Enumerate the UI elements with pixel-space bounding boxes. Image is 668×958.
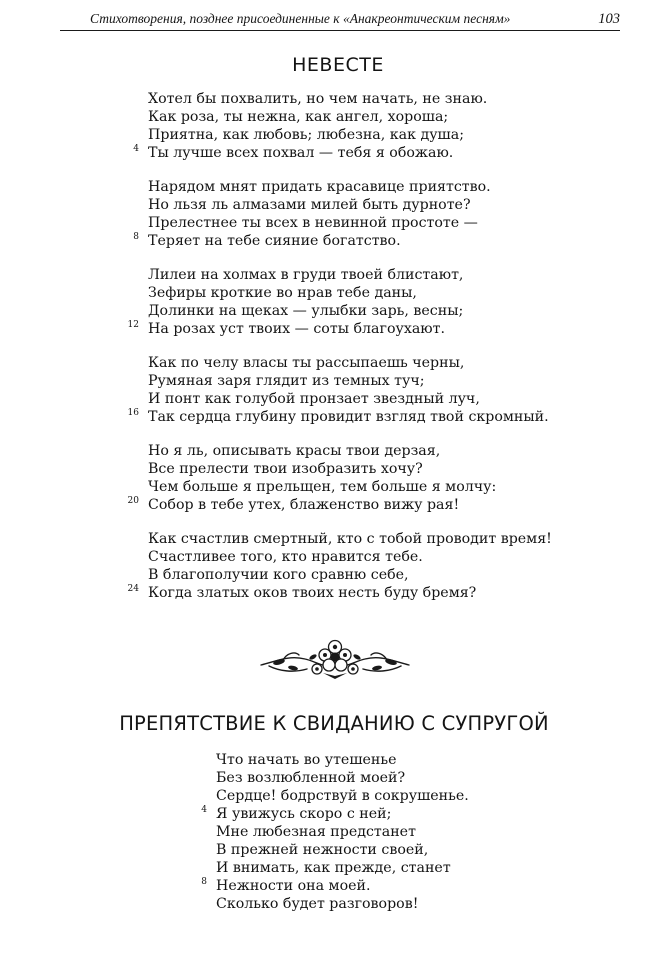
verse-line <box>148 178 552 196</box>
line-number: 24 <box>127 584 139 594</box>
verse-line <box>216 895 469 913</box>
verse-line <box>148 566 552 584</box>
line-text: Все прелести твои изобразить хочу? <box>148 461 423 477</box>
line-text: И понт как голубой пронзает звездный луч, <box>148 391 480 407</box>
verse-line <box>216 859 469 877</box>
line-text: Как счастлив смертный, кто с тобой проводит время! <box>148 531 552 547</box>
verse-line <box>148 460 552 478</box>
line-number: 4 <box>201 805 207 815</box>
verse-line <box>148 108 552 126</box>
verse-line <box>216 769 469 787</box>
poem-title-prepyatstvie: ПРЕПЯТСТВИЕ К СВИДАНИЮ С СУПРУГОЙ <box>119 712 549 735</box>
line-text: Чем больше я прельщен, тем больше я молчу: <box>148 479 497 495</box>
verse-line <box>148 90 552 108</box>
line-number: 4 <box>133 144 139 154</box>
line-text: Что начать во утешенье <box>216 752 397 768</box>
line-number: 20 <box>127 496 139 506</box>
line-text: Зефиры кроткие во нрав тебе даны, <box>148 285 417 301</box>
line-text: Но я ль, описывать красы твои дерзая, <box>148 443 441 459</box>
line-text: Но льзя ль алмазами милей быть дурноте? <box>148 197 471 213</box>
line-text: Как по челу власы ты рассыпаешь черны, <box>148 355 465 371</box>
verse-line <box>133 232 552 250</box>
verse-line <box>201 877 469 895</box>
verse-line <box>216 787 469 805</box>
running-head <box>60 8 620 30</box>
poem-body-prepyatstvie <box>201 751 469 913</box>
verse-line <box>148 442 552 460</box>
verse-line <box>216 751 469 769</box>
verse-line <box>148 390 552 408</box>
verse-line <box>216 823 469 841</box>
line-text: Сколько будет разговоров! <box>216 896 419 912</box>
line-text: Так сердца глубину провидит взгляд твой скромный. <box>148 409 549 425</box>
verse-line <box>133 144 552 162</box>
verse-line <box>148 302 552 320</box>
header-rule <box>60 30 620 31</box>
line-text: На розах уст твоих — соты благоухают. <box>148 321 446 337</box>
verse-line <box>148 284 552 302</box>
line-text: Мне любезная предстанет <box>216 824 416 840</box>
line-text: Долинки на щеках — улыбки зарь, весны; <box>148 303 464 319</box>
line-text: Без возлюбленной моей? <box>216 770 406 786</box>
line-text: Румяная заря глядит из темных туч; <box>148 373 425 389</box>
running-title: Стихотворения, позднее присоединенные к «Анакреонтическим песням» <box>90 11 511 26</box>
verse-line <box>127 408 552 426</box>
verse-line <box>148 548 552 566</box>
verse-line <box>148 354 552 372</box>
line-text: Сердце! бодрствуй в сокрушенье. <box>216 788 469 804</box>
verse-line <box>148 372 552 390</box>
line-text: Нарядом мнят придать красавице приятство. <box>148 179 491 195</box>
line-text: Хотел бы похвалить, но чем начать, не знаю. <box>148 91 488 107</box>
line-text: Счастливее того, кто нравится тебе. <box>148 549 423 565</box>
line-number: 12 <box>127 320 139 330</box>
verse-line <box>216 841 469 859</box>
poem-title-nevestе: НЕВЕСТЕ <box>292 54 384 76</box>
verse-line <box>201 805 469 823</box>
floral-ornament-icon <box>259 633 411 685</box>
verse-line <box>127 496 552 514</box>
line-text: В прежней нежности своей, <box>216 842 429 858</box>
verse-line <box>127 584 552 602</box>
line-text: Лилеи на холмах в груди твоей блистают, <box>148 267 464 283</box>
verse-line <box>148 530 552 548</box>
verse-line <box>148 214 552 232</box>
verse-line <box>148 196 552 214</box>
line-number: 8 <box>201 877 207 887</box>
line-text: Собор в тебе утех, блаженство вижу рая! <box>148 497 460 513</box>
poem-body-neveste <box>127 90 552 602</box>
verse-line <box>148 478 552 496</box>
line-text: Как роза, ты нежна, как ангел, хороша; <box>148 109 449 125</box>
line-text: Я увижусь скоро с ней; <box>216 806 392 822</box>
line-text: Приятна, как любовь; любезна, как душа; <box>148 127 464 143</box>
line-text: Когда златых оков твоих несть буду бремя? <box>148 585 477 601</box>
verse-line <box>148 266 552 284</box>
line-number: 8 <box>133 232 139 242</box>
line-text: Нежности она моей. <box>216 878 371 894</box>
line-text: И внимать, как прежде, станет <box>216 860 451 876</box>
line-text: Теряет на тебе сияние богатство. <box>148 233 401 249</box>
page-number: 103 <box>598 11 620 27</box>
verse-line <box>127 320 552 338</box>
line-text: В благополучии кого сравню себе, <box>148 567 409 583</box>
line-text: Прелестнее ты всех в невинной простоте — <box>148 215 478 231</box>
line-number: 16 <box>127 408 139 418</box>
verse-line <box>148 126 552 144</box>
line-text: Ты лучше всех похвал — тебя я обожаю. <box>148 145 454 161</box>
